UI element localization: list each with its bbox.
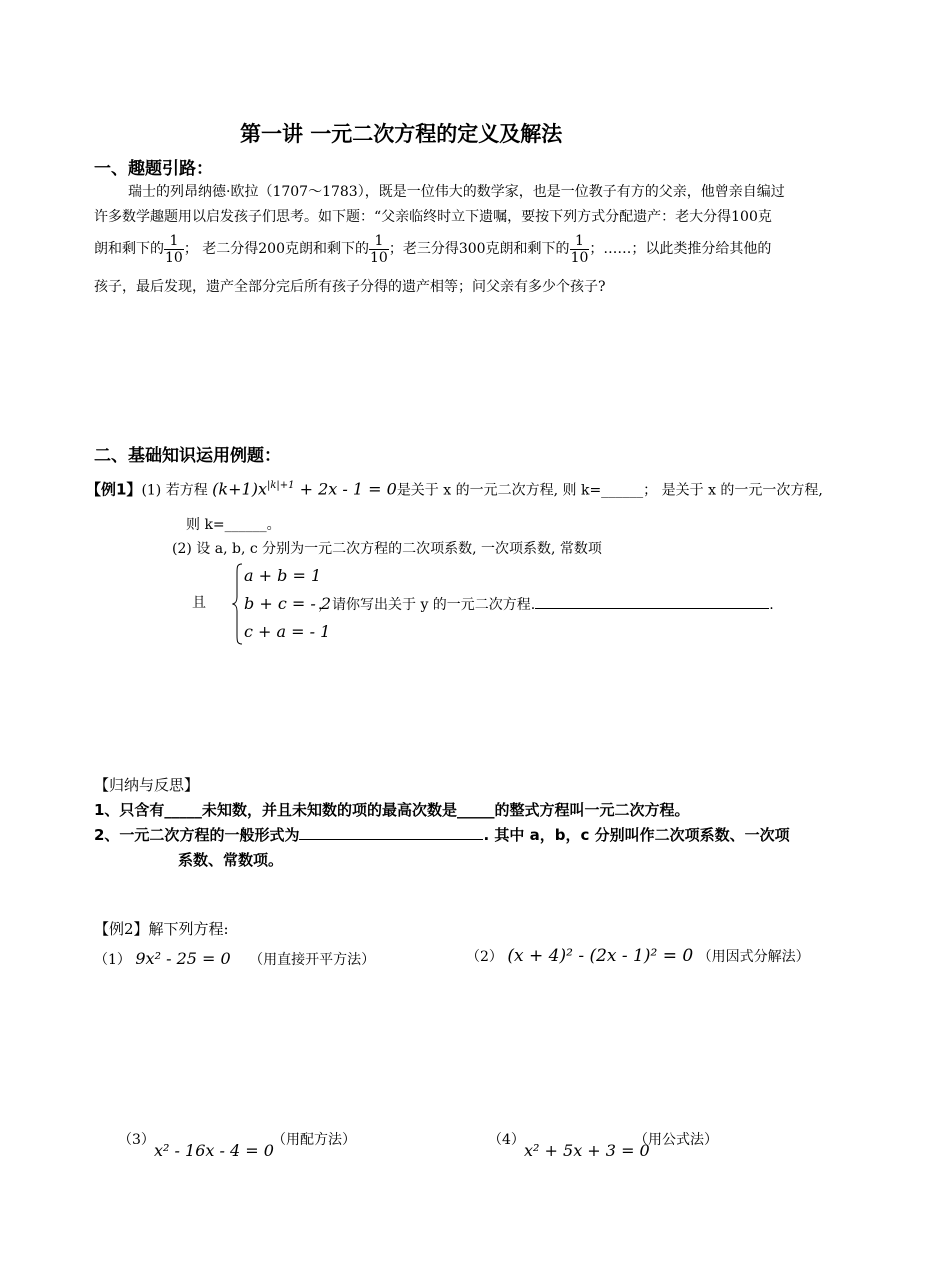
page-title: 第一讲 一元二次方程的定义及解法	[240, 122, 563, 146]
example1-question-text: ，请你写出关于 y 的一元二次方程.	[318, 597, 536, 613]
example1-label: 【例1】	[86, 480, 142, 499]
section2-heading: 二、基础知识运用例题：	[94, 446, 281, 466]
example1-line	[86, 468, 823, 502]
qie-label: 且	[192, 595, 206, 611]
example1-line-2: 则 k=______。	[186, 517, 281, 533]
problem-4-equation: x² + 5x + 3 = 0	[524, 1141, 650, 1160]
section1-heading: 一、趣题引路：	[94, 159, 213, 179]
eq-exponent: |k|+1	[266, 480, 295, 491]
eq-base: (k+1)x	[212, 479, 267, 499]
intro-line-4: 孩子，最后发现，遗产全部分完后所有孩子分得的遗产相等；问父亲有多少个孩子?	[94, 279, 606, 295]
general-form-blank	[299, 824, 483, 840]
example1-equation	[212, 474, 397, 501]
intro-text-d: ；……；以此类推分给其他的	[589, 241, 772, 257]
example1-part2: (2) 设 a, b, c 分别为一元二次方程的二次项系数, 一次项系数, 常数项	[172, 541, 602, 557]
intro-text-c: ；老三分得300克朗和剩下的	[388, 241, 570, 257]
frac-den: 10	[165, 249, 183, 266]
problem-1-method: （用直接开平方法）	[249, 952, 376, 968]
eq-rest: + 2x - 1 = 0	[294, 479, 397, 499]
problem-2-equation: (x + 4)² - (2x - 1)² = 0	[507, 946, 694, 966]
frac-den: 10	[570, 249, 589, 266]
system-eq-1: a + b = 1	[244, 566, 322, 585]
frac-num: 1	[164, 233, 184, 250]
example1-question	[318, 594, 774, 614]
problem-1-equation: 9x² - 25 = 0	[135, 949, 231, 968]
fraction-1-10	[164, 233, 184, 266]
intro-text-a: 朗和剩下的	[94, 241, 164, 257]
problem-2-number: （2）	[466, 949, 503, 965]
intro-line-1: 瑞士的列昂纳德·欧拉（1707～1783），既是一位伟大的数学家，也是一位教子有方的父亲，他曾亲自编过	[128, 184, 785, 200]
frac-den: 10	[370, 249, 388, 266]
summary-line-2a: 2、一元二次方程的一般形式为	[94, 826, 300, 844]
problem-4-method: （用公式法）	[634, 1132, 718, 1148]
problem-1	[94, 949, 375, 969]
summary-line-3: 系数、常数项。	[178, 851, 284, 869]
left-brace-icon	[232, 563, 244, 645]
fraction-1-10	[369, 233, 389, 266]
frac-num: 1	[369, 233, 389, 250]
example1-text-b: 是关于 x 的一元二次方程, 则 k=______； 是关于 x 的一元一次方程,	[396, 482, 823, 499]
system-eq-2: b + c = - 2	[244, 594, 332, 613]
problem-3-equation: x² - 16x - 4 = 0	[154, 1141, 274, 1160]
summary-line-2	[94, 824, 790, 845]
problem-2	[466, 946, 810, 966]
summary-line-1: 1、只含有_____未知数，并且未知数的项的最高次数是_____的整式方程叫一元二次方程。	[94, 801, 690, 819]
example1-question-end: .	[769, 597, 774, 613]
answer-blank	[535, 594, 769, 609]
problem-1-number: （1）	[94, 952, 131, 968]
example1-text-a: (1) 若方程	[141, 482, 208, 499]
system-eq-3: c + a = - 1	[244, 622, 331, 641]
problem-4-number: （4）	[488, 1132, 525, 1148]
example2-label: 【例2】解下列方程:	[94, 920, 229, 938]
intro-line-2: 许多数学趣题用以启发孩子们思考。如下题：“父亲临终时立下遗嘱，要按下列方式分配遗产：老大分得100克	[94, 209, 772, 225]
problem-2-method: （用因式分解法）	[697, 949, 810, 965]
intro-text-b: ； 老二分得200克朗和剩下的	[183, 241, 369, 257]
intro-line-3	[94, 232, 771, 266]
problem-3-number: （3）	[118, 1132, 155, 1148]
fraction-1-10	[570, 233, 590, 266]
summary-line-2b: . 其中 a，b，c 分别叫作二次项系数、一次项	[483, 826, 790, 844]
problem-3-method: （用配方法）	[272, 1132, 356, 1148]
summary-heading: 【归纳与反思】	[94, 776, 200, 794]
frac-num: 1	[570, 233, 590, 250]
